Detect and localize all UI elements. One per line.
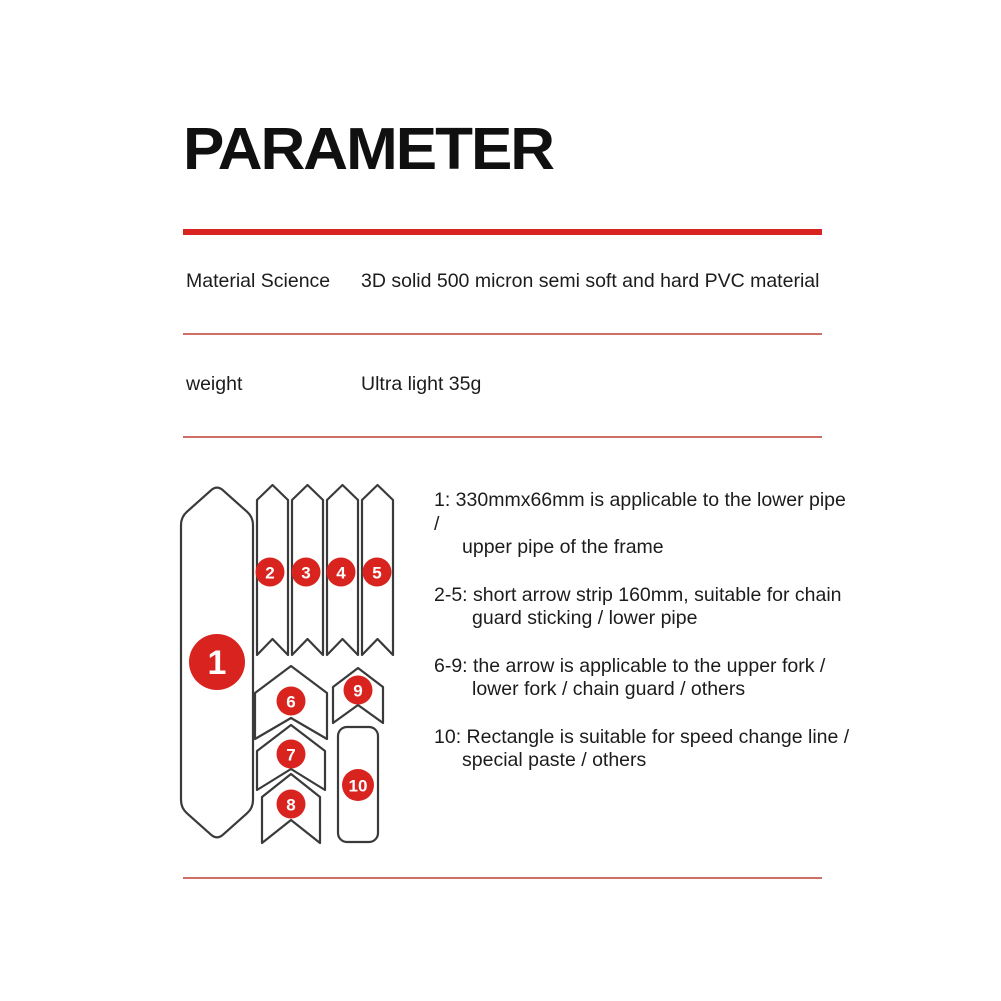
- description-line: lower fork / chain guard / others: [472, 678, 746, 700]
- spec-label-weight: weight: [186, 373, 243, 395]
- badge-5-label: 5: [372, 563, 382, 583]
- spec-label-material: Material Science: [186, 270, 331, 292]
- badge-9-label: 9: [353, 681, 363, 701]
- description-line: 2-5: short arrow strip 160mm, suitable for chain: [434, 583, 842, 606]
- description-item-2-5: [434, 584, 854, 631]
- spec-value-material: 3D solid 500 micron semi soft and hard PVC material: [361, 270, 820, 292]
- descriptions-list: [434, 489, 854, 797]
- description-item-10: [434, 726, 854, 773]
- description-line: 1: 330mmx66mm is applicable to the lower pipe /: [434, 489, 846, 535]
- page-title: PARAMETER: [183, 116, 554, 183]
- badge-1-label: 1: [207, 644, 227, 682]
- description-item-1: [434, 489, 854, 560]
- description-item-6-9: [434, 655, 854, 702]
- badge-10-label: 10: [348, 776, 368, 796]
- spec-value-weight: Ultra light 35g: [361, 373, 482, 395]
- badge-7-label: 7: [286, 745, 296, 765]
- divider: [183, 333, 822, 335]
- badge-2-label: 2: [265, 563, 275, 583]
- description-line: upper pipe of the frame: [462, 536, 664, 558]
- badge-8-label: 8: [286, 795, 296, 815]
- badge-3-label: 3: [301, 563, 311, 583]
- description-line: special paste / others: [462, 749, 647, 771]
- title-underline: [183, 229, 822, 235]
- badge-6-label: 6: [286, 692, 296, 712]
- sticker-diagram: [170, 475, 430, 860]
- badge-4-label: 4: [336, 563, 346, 583]
- divider: [183, 436, 822, 438]
- description-line: 6-9: the arrow is applicable to the upper fork /: [434, 654, 826, 677]
- description-line: guard sticking / lower pipe: [472, 607, 698, 629]
- bottom-divider: [183, 877, 822, 879]
- description-line: 10: Rectangle is suitable for speed change line /: [434, 725, 850, 748]
